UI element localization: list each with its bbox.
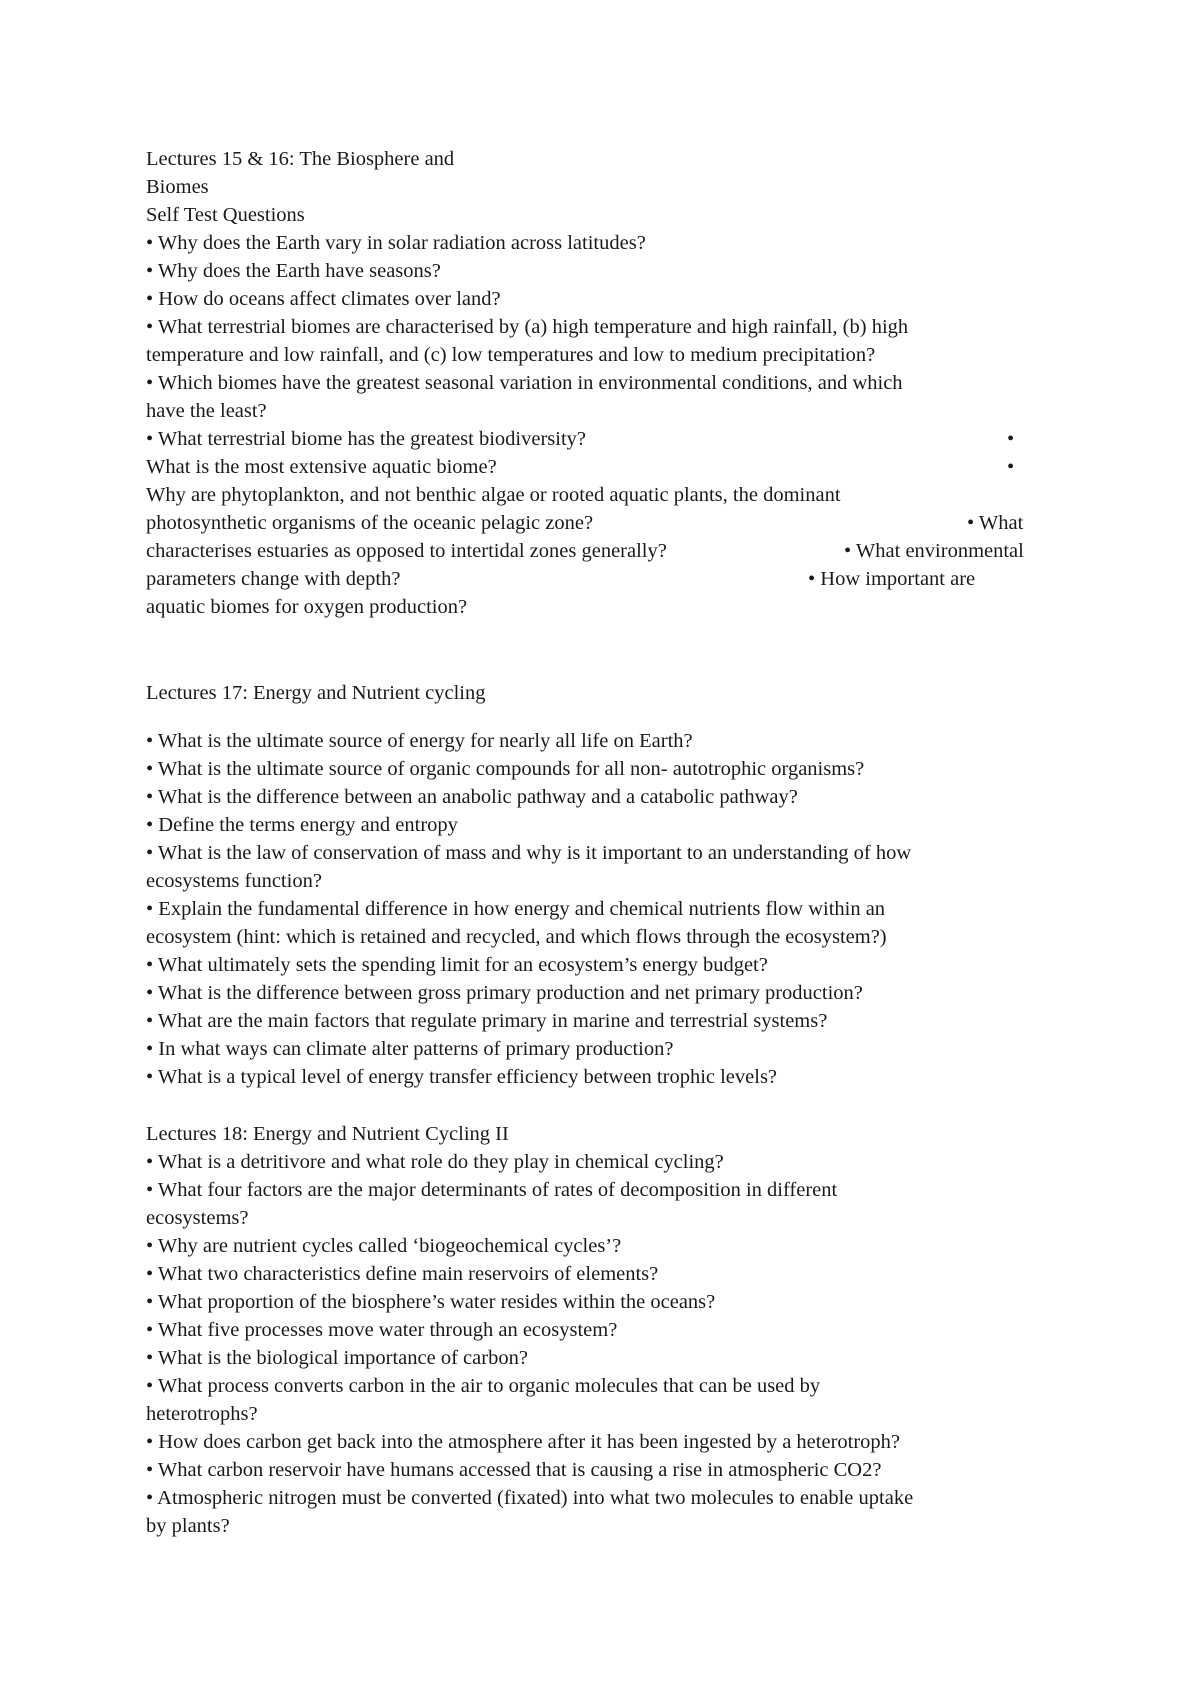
bullet-fragment: • What environmental [844,540,1024,562]
question-line: • How do oceans affect climates over land? [146,288,501,310]
question-line: temperature and low rainfall, and (c) low temperatures and low to medium precipitation? [146,344,876,366]
question-line: • What four factors are the major determinants of rates of decomposition in different [146,1179,838,1201]
question-line: • Atmospheric nitrogen must be converted (fixated) into what two molecules to enable uptake [146,1487,914,1509]
question-line: • What is the law of conservation of mass and why is it important to an understanding of how [146,842,912,864]
question-line: • Why are nutrient cycles called ‘biogeochemical cycles’? [146,1235,622,1257]
question-line: • What is the difference between an anabolic pathway and a catabolic pathway? [146,786,798,808]
question-line: • Why does the Earth vary in solar radiation across latitudes? [146,232,646,254]
question-line: • What terrestrial biome has the greatest biodiversity? [146,428,586,450]
question-line: • Which biomes have the greatest seasonal variation in environmental conditions, and which [146,372,903,394]
question-line: • What process converts carbon in the air to organic molecules that can be used by [146,1375,821,1397]
question-line: • What proportion of the biosphere’s water resides within the oceans? [146,1291,716,1313]
question-line: • What are the main factors that regulate primary in marine and terrestrial systems? [146,1010,828,1032]
question-line: • What five processes move water through an ecosystem? [146,1319,618,1341]
section3-title: Lectures 18: Energy and Nutrient Cycling II [146,1123,509,1145]
question-line: ecosystem (hint: which is retained and recycled, and which flows through the ecosystem?) [146,926,887,948]
bullet-fragment: • [1007,456,1015,478]
question-line: • Define the terms energy and entropy [146,814,458,836]
question-line: • What terrestrial biomes are characterised by (a) high temperature and high rainfall, (b) high [146,316,909,338]
section1-title-line1: Lectures 15 & 16: The Biosphere and [146,148,455,170]
question-line: • What is the ultimate source of organic compounds for all non- autotrophic organisms? [146,758,865,780]
question-line: • What two characteristics define main reservoirs of elements? [146,1263,659,1285]
question-line: • What carbon reservoir have humans accessed that is causing a rise in atmospheric CO2? [146,1459,882,1481]
question-line: parameters change with depth? [146,568,401,590]
question-line: • What is the biological importance of carbon? [146,1347,528,1369]
question-line: • What is a detritivore and what role do they play in chemical cycling? [146,1151,724,1173]
question-line: heterotrophs? [146,1403,258,1425]
section2-title: Lectures 17: Energy and Nutrient cycling [146,682,486,704]
question-line: Why are phytoplankton, and not benthic algae or rooted aquatic plants, the dominant [146,484,841,506]
question-line: have the least? [146,400,267,422]
question-line: ecosystems? [146,1207,249,1229]
question-line: ecosystems function? [146,870,322,892]
bullet-fragment: • How important are [808,568,976,590]
question-line: • What ultimately sets the spending limit for an ecosystem’s energy budget? [146,954,768,976]
question-line: • In what ways can climate alter patterns of primary production? [146,1038,674,1060]
question-line: by plants? [146,1515,230,1537]
bullet-fragment: • [1007,428,1015,450]
section1-subtitle: Self Test Questions [146,204,305,226]
question-line: • Why does the Earth have seasons? [146,260,441,282]
question-line: • How does carbon get back into the atmosphere after it has been ingested by a heterotroph? [146,1431,901,1453]
question-line: photosynthetic organisms of the oceanic pelagic zone? [146,512,594,534]
question-line: • What is the ultimate source of energy for nearly all life on Earth? [146,730,693,752]
question-line: • Explain the fundamental difference in how energy and chemical nutrients flow within an [146,898,886,920]
section1-title-line2: Biomes [146,176,209,198]
question-line: • What is a typical level of energy transfer efficiency between trophic levels? [146,1066,778,1088]
question-line: aquatic biomes for oxygen production? [146,596,468,618]
question-line: What is the most extensive aquatic biome? [146,456,497,478]
question-line: characterises estuaries as opposed to intertidal zones generally? [146,540,667,562]
question-line: • What is the difference between gross primary production and net primary production? [146,982,863,1004]
bullet-fragment: • What [967,512,1024,534]
